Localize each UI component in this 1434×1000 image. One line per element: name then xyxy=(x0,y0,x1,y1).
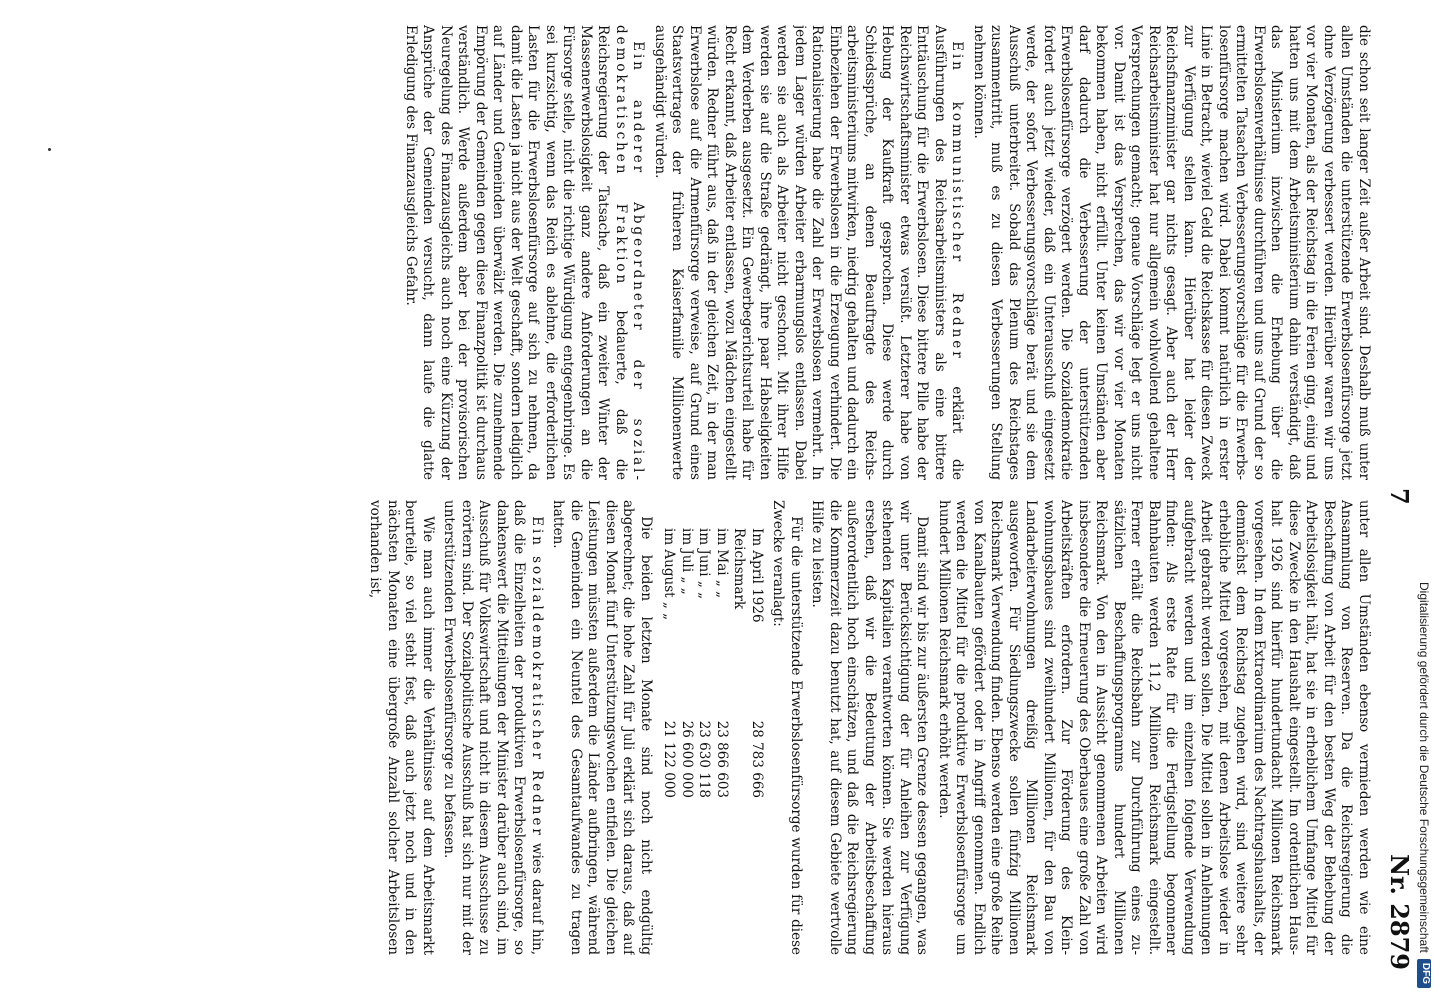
paragraph-body: bedauerte, daß die Reichsregierung der Tatsache, daß ein zweiter Winter der Massenerwerbslosigkeit ganz andere Anforderungen an die Fürsorge stelle, nicht die richtige Würdigung entgegenbringe. Es sei kurzsichtig, wenn das Reich es ablehne, die erforderlichen Lasten für die Erwerbslosenfürsorge auf sich zu nehmen, da damit die Lasten ja nicht aus der Welt geschafft, sondern lediglich auf Länder und Gemeinden überwälzt werden. Die zunehmende Empörung der Gemeinden gegen diese Finanzpolitik ist durchaus verständlich. Werde außerdem aber bei der provisorischen Neuregelung des Finanzausgleichs auch noch eine Kürzung der Ansprüche der Gemeinden versucht, dann laufe die glatte Erledigung des Finanzausgleichs Gefahr. xyxy=(403,25,629,480)
amount-value: 23 630 118 xyxy=(696,720,713,798)
month-label: Im April 1926 Reichsmark xyxy=(731,528,765,623)
dfg-logo-icon: DFG xyxy=(1417,959,1431,988)
paragraph xyxy=(440,500,545,955)
month-label: im Juli „ „ xyxy=(679,528,695,595)
speaker-lead: Ein anderer Abgeordneter der sozialdemokratischen Fraktion xyxy=(613,25,647,480)
amount-value: 23 866 603 xyxy=(714,720,730,798)
list-item xyxy=(678,528,696,955)
paragraph: unter allen Umständen ebenso vermieden werden wie eine Ansammlung von Reserven. Da die Reichsregierung die Beschaffung von Arbeit für den besten Weg der Behebung der Arbeitslosigkeit hält, hat sie in erheblichem Umfange Mittel für diese Zwecke in den Haushalt eingestellt. Im ordentlichen Haushalt 1926 sind hierfür hundertundacht Millionen Reichsmark vorgesehen. In dem Extraordinarium des Nachtragshaushalts, der demnächst dem Reichstag zugehen wird, sind weitere sehr erhebliche Mittel vorgesehen, mit denen Arbeitslose wieder in Arbeit gebracht werden sollen. Die Mittel sollen in Anlehnungen aufgebracht werden und im einzelnen folgende Verwendung finden: Als erste Rate für die Fertigstellung begonnener Bahnbauten werden 11,2 Millionen Reichsmark eingestellt. Ferner erhält die Reichsbahn zur Durchführung eines zusätzlichen Beschaffungsprogramms hundert Millionen Reichsmark. Von den in Aussicht genommenen Arbeiten wird insbesondere die Erneuerung des Oberbaues eine große Zahl von Arbeitskräften erfordern. Zur Förderung des Kleinwohnungsbaues sind zweihundert Millionen, für den Bau von Landarbeiterwohnungen dreißig Millionen Reichsmark ausgeworfen. Für Siedlungszwecke sollen fünfzig Millionen Reichsmark Verwendung finden. Ebenso werden eine große Reihe von Kanalbauten gefördert oder in Angriff genommen. Endlich werden die Mittel für die produktive Erwerbslosenfürsorge um hundert Millionen Reichsmark erhöht werden. xyxy=(936,500,1372,955)
amount-value: 26 600 000 xyxy=(679,720,695,798)
list-item xyxy=(730,528,765,955)
credit-text: Digitalisierung gefördert durch die Deutsche Forschungsgemeinschaft xyxy=(1417,582,1431,953)
document-number: Nr. 2879 xyxy=(1385,854,1414,970)
page-number: 7 xyxy=(1385,488,1414,505)
month-label: im Juni „ „ xyxy=(696,528,713,600)
paragraph: Damit sind wir bis zur äußersten Grenze dessen gegangen, was wir unter Berücksichtigung der für Anleihen zur Verfügung stehenden Kapitalien verantworten können. Sie werden hieraus ersehen, daß wir die Bedeutung der Arbeitsbeschaffung außerordentlich hoch einschätzen, und daß die Reichsregierung die Kommerzzeit dazu benutzt hat, auf diesem Gebiete wertvolle Hilfe zu leisten. xyxy=(809,500,931,955)
digitization-credit xyxy=(1414,0,1434,1000)
month-label: im Mai „ „ xyxy=(714,528,730,599)
monthly-expenditure-list xyxy=(660,528,765,955)
list-item xyxy=(695,528,713,955)
paragraph: Für die unterstützende Erwerbslosenfürsorge wurden für diese Zwecke veranlagt: xyxy=(770,500,804,955)
paragraph: die schon seit langer Zeit außer Arbeit sind. Deshalb muß unter allen Umständen die unterstützende Erwerbslosenfürsorge jetzt ohne Verzögerung verbessert werden. Hierüber waren wir uns vor vier Monaten, als der Reichstag in die Ferien ging, einig und hatten uns mit dem Arbeitsministerium dahin verständigt, daß das Ministerium inzwischen die Erhebung über die Erwerbslosenverhältnisse durchführen und uns auf Grund der so ermittelten Tatsachen Verbesserungsvorschläge für die Erwerbslosenfürsorge machen wird. Dabei kommt natürlich in erster Linie in Betracht, wieviel Geld die Reichskasse für diesen Zweck zur Verfügung stellen kann. Hierüber hat leider der Reichsfinanzminister gar nichts gesagt. Aber auch der Herr Reichsarbeitsminister hat nur allgemein wohlwollend gehaltene Versprechungen gemacht; genaue Vorschläge legt er uns nicht vor. Damit ist das Versprechen, das wir vor vier Monaten bekommen haben, nicht erfüllt. Unter keinen Umständen aber darf dadurch die Verbesserung der unterstützenden Erwerbslosenfürsorge verzögert werden. Die Sozialdemokratie fordert auch jetzt wieder, daß ein Unterausschuß eingesetzt werde, der sofort Verbesserungsvorschläge berät und sie dem Ausschuß unterbreitet. Sobald das Plenum des Reichstages zusammentritt, muß es zu diesen Verbesserungen Stellung nehmen können. xyxy=(971,25,1372,480)
text-column-left xyxy=(112,500,1372,955)
paragraph-body: erklärt die Ausführungen des Reichsarbeitsministers als eine bittere Enttäuschung für die Erwerbslosen. Diese bittere Pille habe der Reichswirtschaftsminister etwas versüßt. Letzterer habe von Hebung der Kaufkraft gesprochen. Diese werde durch Schiedssprüche, an denen Beauftragte des Reichsarbeitsministeriums mitwirken, niedrig gehalten und dadurch ein Einbeziehen der Erwerbslosen in die Erzeugung verhindert. Die Rationalisierung habe die Zahl der Erwerbslosen vermehrt. In jedem Lager würden Arbeiter erbarmungslos entlassen. Dabei werden sie auch als Arbeiter nicht geschont. Mit ihrer Hilfe werden sie auf die Straße gedrängt, ihre paar Habseligkeiten dem Verderben ausgesetzt. Ein Gewerbegerichtsurteil habe für Recht erkannt, daß Arbeiter entlassen, wozu Mädchen eingestellt würden. Redner führt aus, daß in der gleichen Zeit, in der man Erwerbslose auf die Armenfürsorge verweise, auf Grund eines Staatsvertrages der früheren Kaiserfamilie Millionenwerte ausgehändigt würden. xyxy=(652,25,966,480)
speaker-lead: Ein kommunistischer Redner xyxy=(949,41,966,361)
paragraph xyxy=(651,25,966,480)
scan-speck xyxy=(48,148,51,151)
paragraph: Wie man auch immer die Verhältnisse auf dem Arbeitsmarkt beurteile, so viel steht fest, daß auch jetzt noch und in den nächsten Monaten eine übergroße Anzahl solcher Arbeitslosen vorhanden ist, xyxy=(367,500,436,955)
list-item xyxy=(660,528,678,955)
amount-value: 28 783 666 xyxy=(749,720,765,798)
paragraph xyxy=(402,25,647,480)
month-label: im August „ „ xyxy=(661,528,678,621)
text-column-right xyxy=(112,25,1372,480)
amount-value: 21 122 000 xyxy=(661,720,678,798)
paragraph: Die beiden letzten Monate sind noch nicht endgültig abgerechnet; die hohe Zahl für Juli erklärt sich daraus, daß auf diesen Monat fünf Unterstützungswochen entfielen. Die gleichen Leistungen müssten außerdem die Länder aufbringen, während die Gemeinden ein Neuntel des Gesamtaufwandes zu tragen hatten. xyxy=(550,500,654,955)
paragraph-body: wies darauf hin, daß die Einzelheiten der produktiven Erwerbslosenfürsorge, so dankenswert die Mitteilungen der Minister darüber auch sind, im Ausschuß für Volkswirtschaft und nicht in diesem Ausschusse zu erörtern sind. Der Sozialpolitische Ausschuß hat sich nur mit der unterstützenden Erwerbslosenfürsorge zu befassen. xyxy=(441,500,545,955)
speaker-lead: Ein sozialdemokratischer Redner xyxy=(529,516,545,838)
page-header xyxy=(1374,0,1414,1000)
list-item xyxy=(713,528,731,955)
